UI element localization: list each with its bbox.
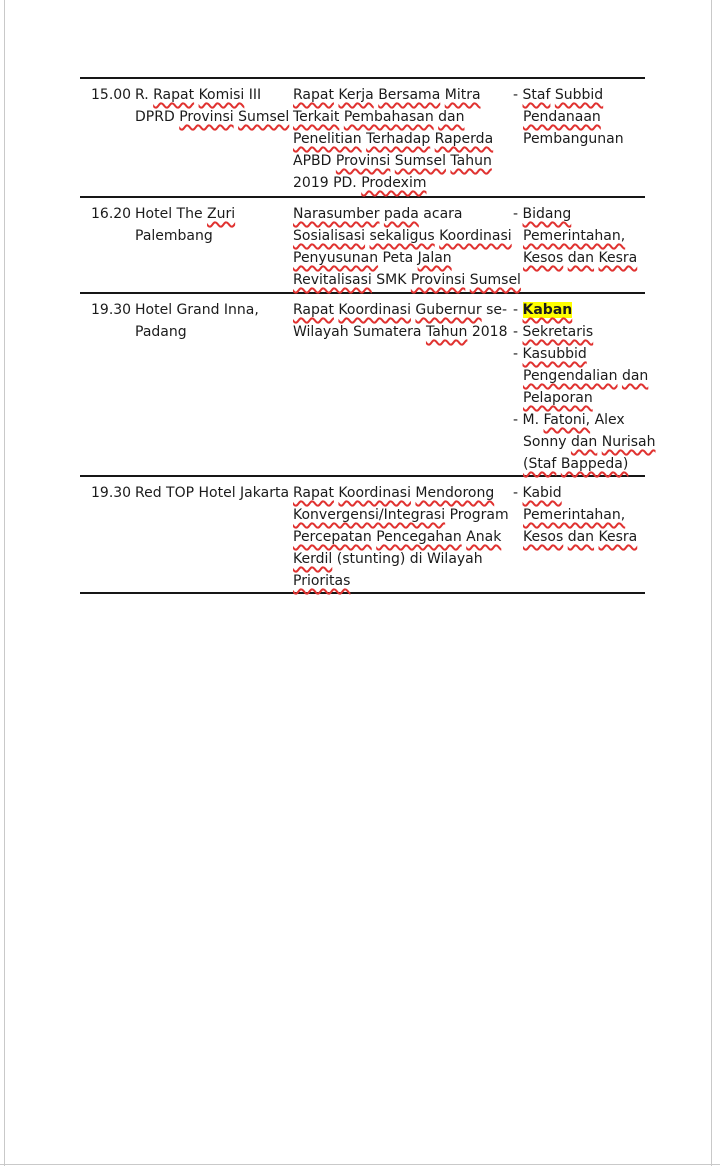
text-segment: Provinsi: [179, 109, 234, 125]
attendee-item: [513, 343, 645, 365]
text-line: [293, 321, 513, 343]
text-segment: Nurisah: [601, 434, 656, 450]
text-line: [293, 504, 513, 526]
text-segment: Pemerintahan,: [523, 228, 626, 244]
text-segment: Subbid: [554, 87, 604, 103]
text-line: [293, 150, 513, 172]
text-segment: Kesra: [598, 529, 638, 545]
text-segment: Pendanaan: [523, 109, 601, 125]
text-segment: Narasumber: [293, 206, 380, 222]
text-segment: Palembang: [135, 228, 213, 244]
text-line: [293, 106, 513, 128]
text-segment: III: [244, 87, 262, 103]
dash-bullet: -: [513, 87, 523, 103]
text-segment: Sumsel: [469, 272, 521, 288]
text-segment: Koordinasi: [338, 485, 411, 501]
attendees-cell: [513, 294, 656, 475]
dash-bullet: -: [513, 346, 523, 362]
activity-cell: [293, 198, 521, 292]
text-segment: Rapat: [293, 302, 334, 318]
attendees-cell: [513, 477, 645, 592]
attendee-item: [513, 84, 645, 106]
location-cell: [135, 294, 293, 475]
text-segment: (stunting) di Wilayah: [332, 551, 483, 567]
text-segment: APBD: [293, 153, 336, 169]
text-segment: Kasubbid: [522, 346, 587, 362]
text-line: [293, 172, 513, 194]
text-segment: Bersama: [378, 87, 441, 103]
text-segment: Konvergensi/Integrasi: [293, 507, 446, 523]
text-segment: Revitalisasi: [293, 272, 372, 288]
text-line: [135, 84, 293, 106]
time-cell: [80, 79, 135, 196]
text-segment: Raperda: [434, 131, 494, 147]
text-segment: Mendorong: [415, 485, 495, 501]
attendees-cell: [513, 198, 645, 292]
attendee-item: [513, 482, 645, 504]
page-edge-left: [4, 0, 5, 1166]
time-value: 19.30: [91, 485, 132, 501]
dash-bullet: -: [513, 206, 523, 222]
text-segment: Kabid: [522, 485, 562, 501]
text-segment: Pemerintahan,: [523, 507, 626, 523]
text-segment: Kesos: [523, 529, 564, 545]
text-segment: Padang: [135, 324, 187, 340]
text-segment: Bappeda): [560, 456, 629, 472]
time-value: 16.20: [91, 206, 132, 222]
text-segment: Sosialisasi: [293, 228, 366, 244]
activity-cell: [293, 79, 513, 196]
text-segment: Jalan: [417, 250, 452, 266]
text-segment: Penelitian: [293, 131, 362, 147]
text-segment: dan: [621, 368, 649, 384]
attendee-item: [513, 365, 649, 387]
text-line: [293, 84, 513, 106]
attendee-item: [513, 387, 645, 409]
text-segment: dan: [567, 529, 595, 545]
text-line: [293, 299, 513, 321]
location-cell: [135, 198, 293, 292]
text-segment: Penyusunan: [293, 250, 379, 266]
text-segment: Peta: [378, 250, 418, 266]
attendees-cell: [513, 79, 645, 196]
text-segment: Kesos: [523, 250, 564, 266]
text-segment: Pembangunan: [523, 131, 624, 147]
text-line: [135, 225, 293, 247]
page-edge-bottom: [0, 1164, 720, 1165]
text-segment: Sumsel: [394, 153, 446, 169]
time-cell: [80, 477, 135, 592]
text-segment: Program: [445, 507, 509, 523]
text-segment: Pengendalian: [523, 368, 618, 384]
text-segment: Rapat: [293, 485, 334, 501]
text-segment: Kerdil: [293, 551, 333, 567]
text-segment: Provinsi: [410, 272, 466, 288]
text-line: [135, 203, 293, 225]
text-segment: dan: [438, 109, 465, 125]
attendee-item: [513, 431, 656, 453]
attendee-item: [513, 409, 645, 431]
text-segment: Alex: [590, 412, 625, 428]
page-edge-right: [711, 0, 712, 1166]
text-segment: Provinsi: [335, 153, 391, 169]
dash-bullet: -: [513, 324, 523, 340]
text-segment: Sumsel: [238, 109, 290, 125]
text-segment: Fatoni,: [543, 412, 591, 428]
dash-bullet: -: [513, 412, 523, 428]
dash-bullet: -: [513, 302, 523, 318]
text-line: [293, 203, 513, 225]
attendee-item: [513, 526, 645, 548]
text-segment: Rapat: [153, 87, 195, 103]
text-segment: Pencegahan: [376, 529, 462, 545]
text-segment: Anak: [466, 529, 502, 545]
table-row: [80, 196, 645, 292]
text-segment: Prodexim: [361, 175, 427, 191]
text-segment: Wilayah Sumatera: [293, 324, 426, 340]
time-cell: [80, 198, 135, 292]
attendee-item: [513, 106, 645, 128]
time-value: 19.30: [91, 302, 132, 318]
text-segment: 2018: [467, 324, 508, 340]
activity-cell: [293, 294, 513, 475]
activity-cell: [293, 477, 513, 592]
text-segment: Pembahasan: [343, 109, 434, 125]
attendee-item: [513, 128, 645, 150]
table-row: [80, 292, 656, 475]
text-segment: se-: [481, 302, 508, 318]
text-line: [293, 128, 513, 150]
text-segment: Koordinasi: [338, 302, 411, 318]
text-line: [293, 570, 513, 592]
text-segment: M.: [522, 412, 544, 428]
location-cell: [135, 79, 293, 196]
text-segment: Prioritas: [293, 573, 351, 589]
time-cell: [80, 294, 135, 475]
text-segment: Tahun: [450, 153, 492, 169]
text-segment: Staf: [522, 87, 551, 103]
text-segment: Terhadap: [366, 131, 431, 147]
text-line: [293, 482, 513, 504]
text-segment: Hotel The: [135, 206, 208, 222]
text-segment: Mitra: [444, 87, 481, 103]
text-segment: Komisi: [198, 87, 245, 103]
text-line: [135, 106, 293, 128]
text-line: [293, 269, 521, 291]
text-segment: dan: [570, 434, 598, 450]
highlight: Kaban: [522, 302, 573, 318]
text-line: [293, 247, 513, 269]
time-value: 15.00: [91, 87, 132, 103]
text-segment: Red TOP Hotel Jakarta: [135, 485, 290, 501]
text-segment: Terkait: [293, 109, 340, 125]
text-segment: acara: [418, 206, 463, 222]
location-cell: [135, 477, 293, 592]
dash-bullet: -: [513, 485, 523, 501]
table-row: [80, 475, 645, 594]
text-segment: Tahun: [425, 324, 468, 340]
text-segment: Pelaporan: [523, 390, 593, 406]
text-segment: Gubernur: [415, 302, 482, 318]
text-line: [293, 225, 513, 247]
text-segment: Kerja: [338, 87, 374, 103]
text-segment: Zuri: [207, 206, 236, 222]
text-segment: sekaligus: [369, 228, 435, 244]
text-segment: Kesra: [598, 250, 638, 266]
text-segment: SMK: [371, 272, 411, 288]
attendee-item: [513, 225, 645, 247]
attendee-item: [513, 247, 645, 269]
text-segment: Sekretaris: [522, 324, 594, 340]
text-segment: Sonny: [523, 434, 571, 450]
text-segment: dan: [567, 250, 595, 266]
attendee-item: [513, 299, 645, 321]
text-segment: Bidang: [522, 206, 572, 222]
text-segment: Hotel Grand Inna,: [135, 302, 259, 318]
text-segment: (Staf: [523, 456, 557, 472]
attendee-item: [513, 453, 645, 475]
schedule-table: [80, 77, 656, 594]
text-segment: R.: [135, 87, 154, 103]
text-line: [293, 526, 513, 548]
text-segment: pada: [383, 206, 419, 222]
attendee-item: [513, 203, 645, 225]
text-line: [135, 321, 293, 343]
attendee-item: [513, 504, 645, 526]
attendee-item: [513, 321, 645, 343]
text-line: [293, 548, 513, 570]
text-segment: Koordinasi: [439, 228, 512, 244]
text-segment: 2019 PD.: [293, 175, 362, 191]
table-row: [80, 77, 645, 196]
text-segment: DPRD: [135, 109, 180, 125]
text-segment: Percepatan: [293, 529, 372, 545]
text-segment: Rapat: [293, 87, 334, 103]
text-line: [135, 482, 293, 504]
text-line: [135, 299, 293, 321]
